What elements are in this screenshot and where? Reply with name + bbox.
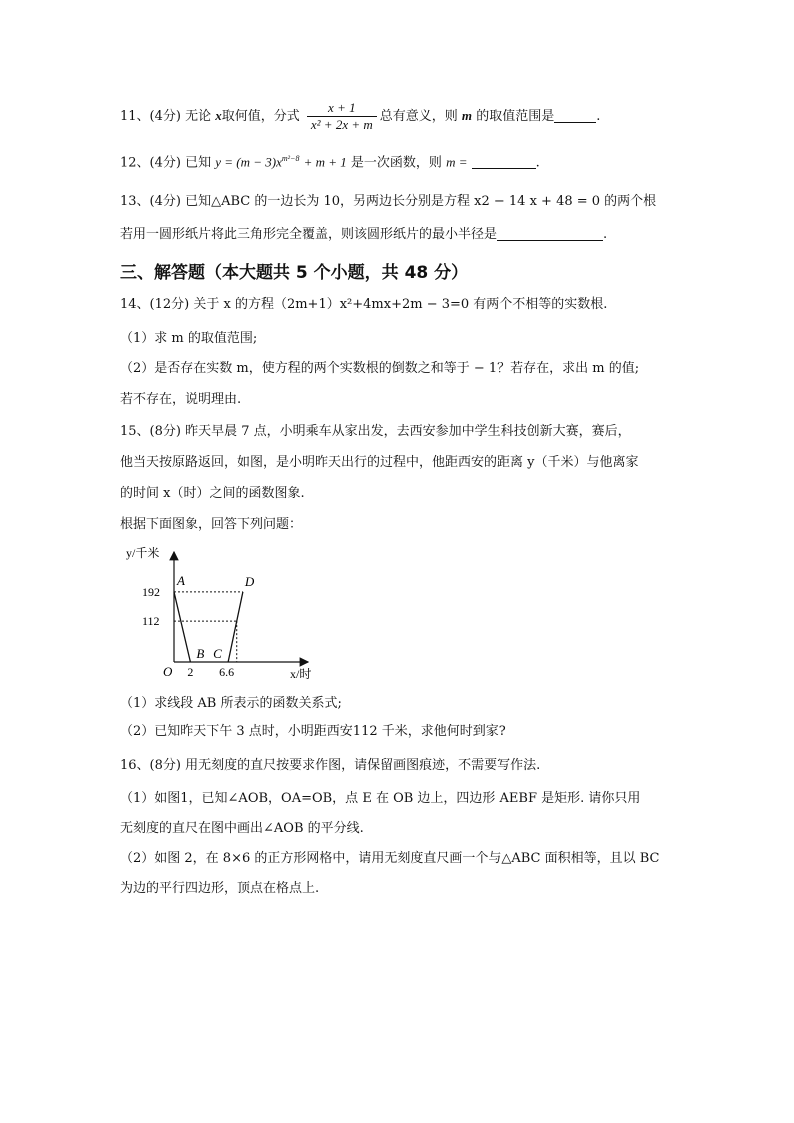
q11-suffix1: 总有意义，则 [379, 109, 458, 124]
point-label-A: A [177, 572, 185, 588]
q15-part2: （2）已知昨天下午 3 点时，小明距西安112 千米，求他何时到家? [120, 724, 506, 739]
q15-line4: 根据下面图象，回答下列问题： [120, 517, 303, 532]
q11-frac-denominator: x² + 2x + m [310, 117, 373, 132]
q16-part1-line1: （1）如图1，已知∠AOB，OA=OB，点 E 在 OB 边上，四边形 AEBF 是矩形. 请你只用 [120, 791, 641, 806]
q13-end: . [603, 227, 608, 242]
q11-var-m: m [461, 108, 473, 123]
origin-label: O [163, 664, 173, 679]
q16-part2-line2: 为边的平行四边形，顶点在格点上. [120, 881, 320, 896]
q14-part1: （1）求 m 的取值范围; [120, 331, 258, 346]
y-axis-label: y/千米 [126, 546, 160, 560]
point-label-B: B [196, 646, 205, 661]
q13-line1: 13、(4分) 已知△ABC 的一边长为 10，另两边长分别是方程 x2 − 14 x + 48 = 0 的两个根 [120, 194, 657, 209]
q11-end: . [596, 109, 601, 124]
q14-part2-line2: 若不存在，说明理由. [120, 392, 242, 407]
q16-part1-line2: 无刻度的直尺在图中画出∠AOB 的平分线. [120, 821, 364, 836]
graph-segments [174, 592, 243, 662]
q12-exponent: m²−8 [281, 154, 300, 163]
x-tick-label-2: 2 [187, 665, 194, 679]
section-heading: 三、解答题（本大题共 5 个小题，共 48 分） [120, 263, 469, 283]
x-tick-label-6.6: 6.6 [219, 665, 235, 679]
q15-line1: 15、(8分) 昨天早晨 7 点，小明乘车从家出发，去西安参加中学生科技创新大赛，赛后， [120, 424, 631, 439]
q15-function-graph [120, 540, 330, 685]
q12-answer-blank [472, 154, 536, 169]
q16-part2-line1: （2）如图 2，在 8×6 的正方形网格中，请用无刻度直尺画一个与△ABC 面积相等，且以 BC [120, 851, 660, 866]
q15-line3: 的时间 x（时）之间的函数图象. [120, 486, 305, 501]
graph-labels [142, 573, 255, 679]
q11-mid: 取何值，分式 [221, 109, 300, 124]
q12-formula-tail: + m + 1 [303, 154, 347, 170]
dashed-guides [174, 592, 243, 662]
q11-suffix2: 的取值范围是 [476, 109, 555, 124]
q15-line2: 他当天按原路返回，如图，是小明昨天出行的过程中，他距西安的距离 y（千米）与他离家 [120, 455, 639, 470]
q13-line2-text: 若用一圆形纸片将此三角形完全覆盖，则该圆形纸片的最小半径是 [120, 227, 498, 242]
q12-line [120, 150, 540, 172]
q11-frac-numerator: x + 1 [307, 100, 377, 117]
q14-stem: 14、(12分) 关于 x 的方程（2m+1）x²+4mx+2m − 3=0 有两个不相等的实数根. [120, 297, 608, 312]
q15-part1: （1）求线段 AB 所表示的函数关系式; [120, 696, 342, 711]
q11-line [120, 98, 600, 135]
point-label-C: C [213, 646, 222, 661]
q12-formula: y = (m − 3)x [215, 154, 282, 170]
q13-line2 [120, 226, 607, 244]
q11-fraction [307, 100, 377, 133]
q11-answer-blank [554, 108, 596, 123]
q12-suffix: 是一次函数，则 [350, 155, 442, 171]
q16-stem: 16、(8分) 用无刻度的直尺按要求作图，请保留画图痕迹，不需要写作法. [120, 758, 541, 773]
segment-AB [174, 592, 190, 662]
q14-part2-line1: （2）是否存在实数 m，使方程的两个实数根的倒数之和等于 − 1？若存在，求出 m 的值; [120, 361, 640, 376]
segment-CD [228, 592, 243, 662]
x-axis-label: x/时 [290, 667, 312, 681]
q12-prefix: 12、(4分) 已知 [120, 155, 212, 171]
q11-prefix: 11、(4分) 无论 [120, 109, 212, 124]
point-label-D: D [244, 573, 255, 589]
q11-var-x: x [215, 108, 222, 123]
q13-answer-blank [497, 226, 603, 241]
y-tick-label-192: 192 [142, 584, 160, 599]
q12-end: . [535, 155, 540, 171]
y-tick-label-112: 112 [142, 614, 160, 629]
q12-m-eq: m = [446, 154, 468, 170]
